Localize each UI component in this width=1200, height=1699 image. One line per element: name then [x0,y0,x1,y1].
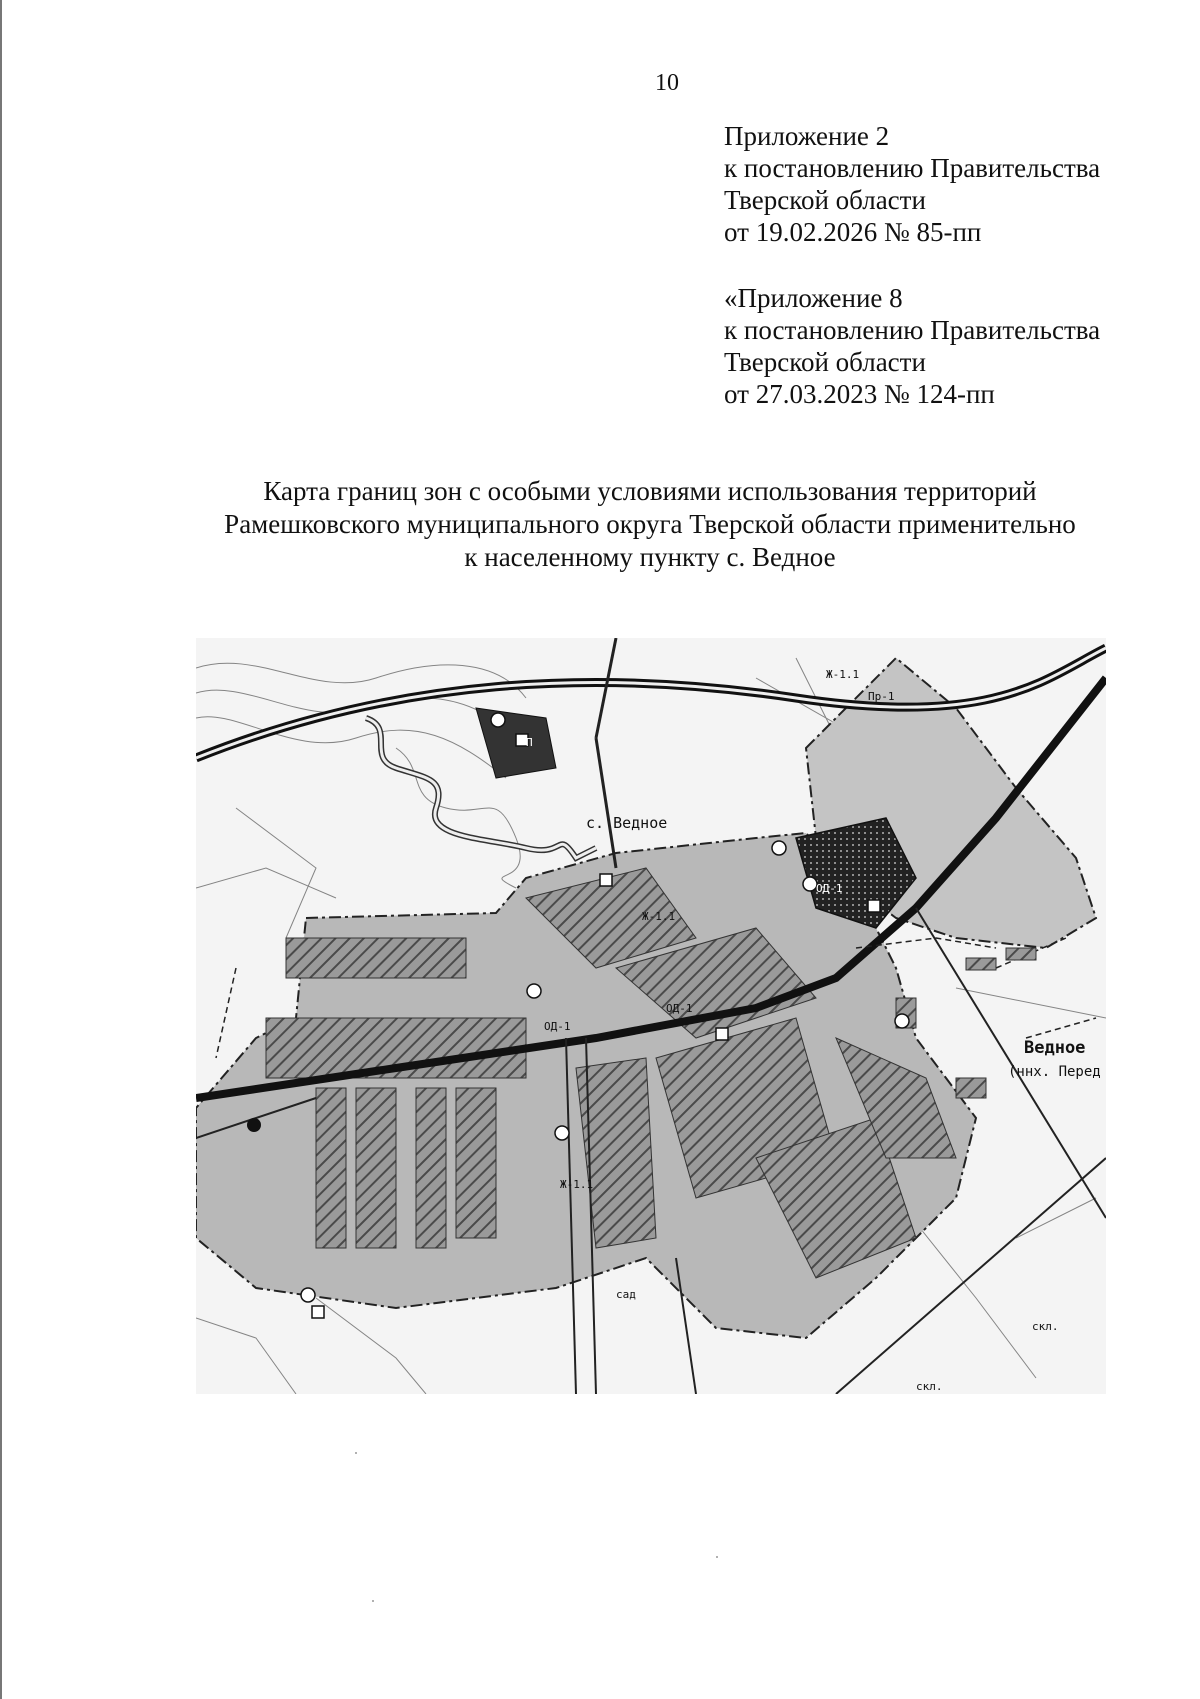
road-marker [247,1118,261,1132]
appendix-2-line: к постановлению Правительства [724,153,1101,183]
appendix-8-line: «Приложение 8 [724,283,903,313]
map-label-zone-pr1: Пр-1 [868,690,895,703]
appendix-2-line: от 19.02.2026 № 85-пп [724,217,982,247]
zone-map-drawing [196,638,1106,1394]
appendix-8-line: от 27.03.2023 № 124-пп [724,379,995,409]
document-title [180,475,1120,574]
scan-speck [372,1600,374,1602]
river [366,718,596,858]
map-label-zone-od1: ОД-1 [666,1002,693,1015]
document-title-line: Карта границ зон с особыми условиями использования территорий [263,476,1037,506]
zone-map [196,638,1106,1394]
document-title-line: к населенному пункту с. Ведное [464,542,836,572]
appendix-8-block [724,282,1100,410]
document-title-line: Рамешковского муниципального округа Тверской области применительно [224,509,1076,539]
appendix-2-block [724,120,1100,248]
page-number: 10 [655,70,679,96]
map-label-village: с. Ведное [586,814,668,832]
map-label-zone-zh1: Ж-1.1 [560,1178,594,1191]
appendix-8-line: к постановлению Правительства [724,315,1101,345]
map-label-zone-zh1: Ж-1.1 [642,910,676,923]
page-left-edge [0,0,2,1699]
scan-speck [716,1556,718,1558]
appendix-2-line: Тверской области [724,185,926,215]
map-label-zone-p: П [526,736,533,749]
map-label-zone-od1: ОД-1 [544,1020,571,1033]
appendix-2-line: Приложение 2 [724,121,890,151]
map-label-east-place-note: (ннх. Перед [1008,1064,1101,1080]
scan-speck [355,1452,357,1454]
map-label-east-place: Ведное [1024,1038,1086,1058]
map-label-zone-zh1: Ж-1.1 [826,668,860,681]
map-label-warehouse: скл. [1032,1320,1059,1333]
appendix-8-line: Тверской области [724,347,926,377]
map-label-zone-od1: ОД-1 [816,882,843,895]
map-label-garden: сад [616,1288,636,1301]
map-label-warehouse: скл. [916,1380,943,1393]
